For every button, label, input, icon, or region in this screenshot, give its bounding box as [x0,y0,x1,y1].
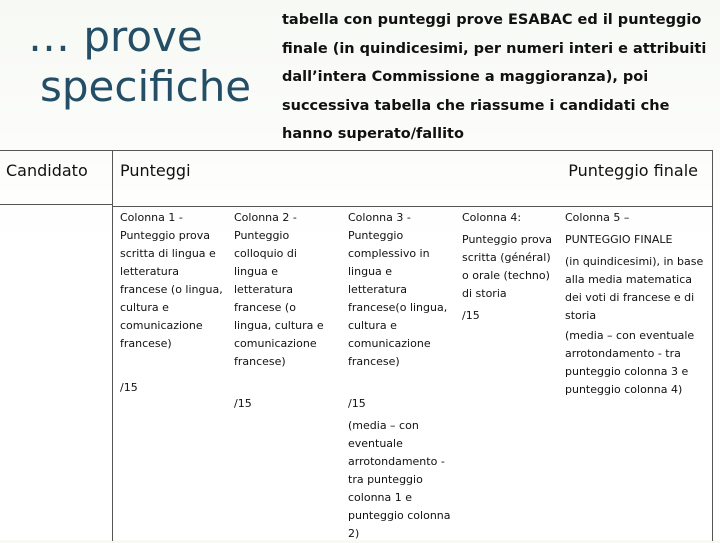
column-2-score: /15 [234,397,252,410]
intro-text: tabella con punteggi prove ESABAC ed il punteggio finale (in quindicesimi, per numeri interi e attribuiti dall’intera Commissione a maggioranza), poi successiva tabella che riassume i candidati che hanno superato/fallito [282,12,707,142]
column-5-cell [565,209,705,399]
column-4-score: /15 [462,309,480,322]
column-5-subtitle: PUNTEGGIO FINALE [565,233,673,246]
column-2-cell [234,209,334,413]
scores-table [0,150,713,541]
column-2-description: Colonna 2 - Punteggio colloquio di lingua e letteratura francese (o lingua, cultura e comunicazione francese) [234,211,324,368]
column-divider-candidato [112,151,113,541]
column-5-note: (media – con eventuale arrotondamento - tra punteggio colonna 3 e punteggio colonna 4) [565,329,695,396]
column-5-description: (in quindicesimi), in base alla media matematica dei voti di francese e di storia [565,255,704,322]
column-4-title: Colonna 4: [462,211,522,224]
column-1-cell [120,209,224,397]
header-punteggi: Punteggi [120,161,191,180]
header-divider-punteggi [112,206,712,207]
column-4-description: Punteggio prova scritta (général) o orale (techno) di storia [462,233,552,300]
column-3-cell [348,209,452,543]
slide-title [28,12,252,112]
column-3-score: /15 [348,397,366,410]
slide-title-line-2: specifiche [40,62,252,111]
column-3-description: Colonna 3 - Punteggio complessivo in lingua e letteratura francese(o lingua, cultura e comunicazione francese) [348,211,448,368]
column-1-description: Colonna 1 - Punteggio prova scritta di lingua e letteratura francese (o lingua, cultura e comunicazione francese) [120,211,223,350]
slide-title-line-1: … prove [28,12,203,61]
column-5-title: Colonna 5 – [565,211,630,224]
column-3-note: (media – con eventuale arrotondamento - tra punteggio colonna 1 e punteggio colonna 2) [348,419,451,540]
header-punteggio-finale: Punteggio finale [568,161,698,180]
column-4-cell [462,209,554,325]
column-1-score: /15 [120,381,138,394]
header-candidato: Candidato [6,161,88,180]
